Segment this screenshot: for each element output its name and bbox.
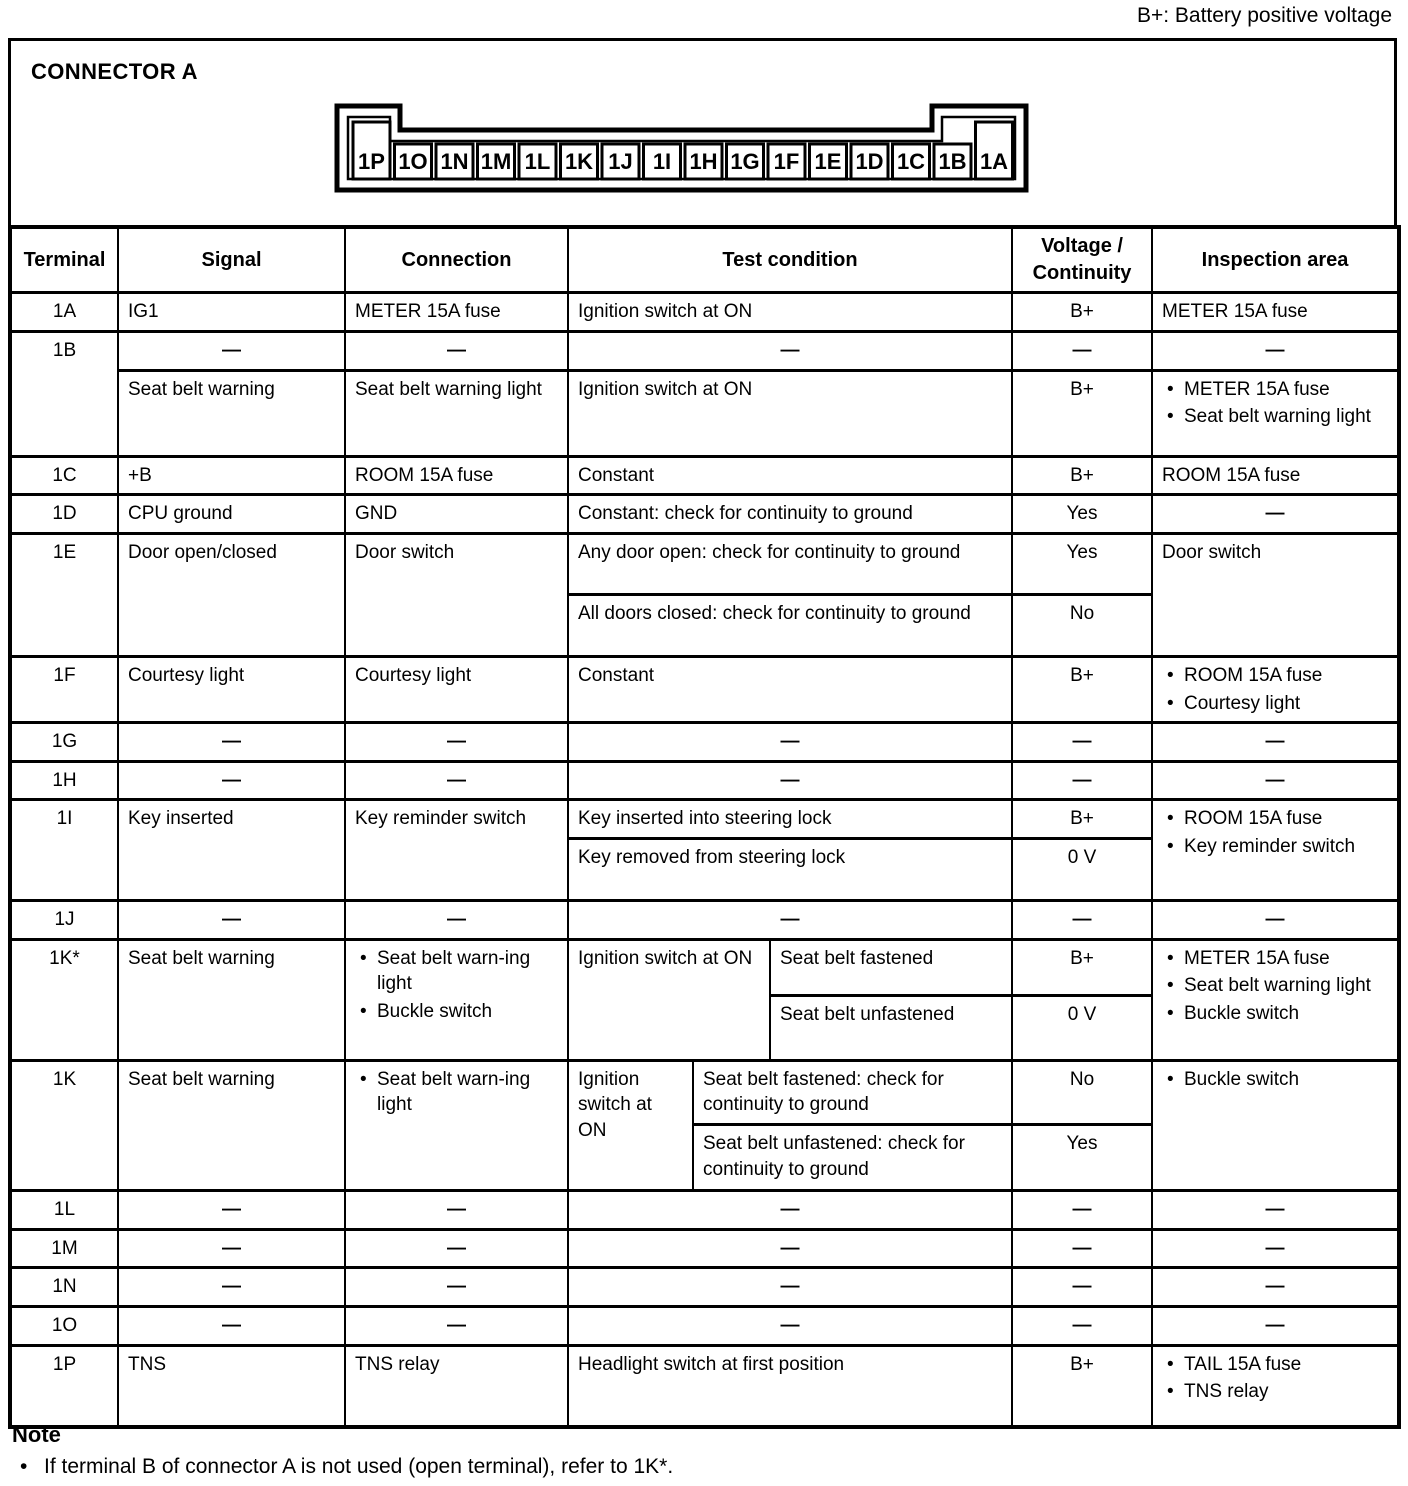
battery-voltage-legend: B+: Battery positive voltage: [1136, 4, 1392, 27]
header-connection: Connection: [345, 227, 568, 293]
terminal-label-1g: 1G: [730, 149, 760, 174]
signal-cell: —: [118, 761, 345, 800]
row-1b-used: [10, 370, 1399, 456]
test-condition-cell: Any door open: check for continuity to ground: [568, 533, 1012, 594]
test-condition-cell: —: [568, 723, 1012, 762]
bullet-item: • TNS relay: [1162, 1379, 1388, 1405]
bullet-item: • TAIL 15A fuse: [1162, 1352, 1388, 1378]
terminal-label-1n: 1N: [440, 149, 469, 174]
connection-cell: —: [345, 761, 568, 800]
note-item: • If terminal B of connector A is not used (open terminal), refer to 1K*.: [12, 1455, 1392, 1479]
terminal-cell: 1K*: [10, 939, 118, 1060]
inspection-cell: —: [1152, 723, 1399, 762]
bullet-item: • Buckle switch: [355, 999, 558, 1025]
connection-cell: —: [345, 332, 568, 371]
test-condition-case-cell: Seat belt fastened: [770, 939, 1012, 995]
signal-cell: Seat belt warning: [118, 939, 345, 1060]
inspection-cell: —: [1152, 1191, 1399, 1230]
signal-cell: —: [118, 1268, 345, 1307]
voltage-cell: —: [1012, 332, 1152, 371]
voltage-cell: B+: [1012, 293, 1152, 332]
terminal-cell: 1B: [10, 332, 118, 457]
voltage-cell: B+: [1012, 656, 1152, 722]
test-condition-cell: —: [568, 761, 1012, 800]
signal-cell: —: [118, 1191, 345, 1230]
terminal-cell: 1G: [10, 723, 118, 762]
bullet-item: • ROOM 15A fuse: [1162, 806, 1388, 832]
voltage-cell: B+: [1012, 939, 1152, 995]
note-section: [12, 1422, 1392, 1479]
connection-cell: —: [345, 901, 568, 940]
terminal-label-1f: 1F: [773, 149, 800, 174]
connection-cell: —: [345, 1268, 568, 1307]
row-1c: [10, 456, 1399, 495]
terminal-cell: 1O: [10, 1306, 118, 1345]
row-1f: [10, 656, 1399, 722]
bullet-item: • Seat belt warn-ing light: [355, 946, 558, 997]
connector-title: CONNECTOR A: [31, 59, 198, 84]
terminal-cell: 1E: [10, 533, 118, 656]
inspection-cell: [1152, 656, 1399, 722]
voltage-cell: Yes: [1012, 495, 1152, 534]
test-condition-cell: Constant: [568, 456, 1012, 495]
signal-cell: Courtesy light: [118, 656, 345, 722]
test-condition-cell: Key inserted into steering lock: [568, 800, 1012, 839]
voltage-cell: B+: [1012, 800, 1152, 839]
inspection-cell: —: [1152, 495, 1399, 534]
signal-cell: —: [118, 723, 345, 762]
signal-cell: TNS: [118, 1345, 345, 1427]
connection-cell: TNS relay: [345, 1345, 568, 1427]
voltage-cell: —: [1012, 1229, 1152, 1268]
signal-cell: +B: [118, 456, 345, 495]
row-1g: [10, 723, 1399, 762]
terminal-label-1l: 1L: [524, 149, 551, 174]
header-test-condition: Test condition: [568, 227, 1012, 293]
voltage-cell: Yes: [1012, 1125, 1152, 1191]
connection-cell: ROOM 15A fuse: [345, 456, 568, 495]
bullet-item: • METER 15A fuse: [1162, 946, 1388, 972]
bullet-item: • Seat belt warn-ing light: [355, 1067, 558, 1118]
terminal-voltage-table: [8, 225, 1401, 1429]
signal-cell: —: [118, 332, 345, 371]
inspection-cell: Door switch: [1152, 533, 1399, 656]
test-condition-cell: Ignition switch at ON: [568, 293, 1012, 332]
bullet-item: • METER 15A fuse: [1162, 377, 1388, 403]
inspection-cell: [1152, 370, 1399, 456]
terminal-label-1e: 1E: [814, 149, 842, 174]
voltage-cell: Yes: [1012, 533, 1152, 594]
row-1i-case1: [10, 800, 1399, 839]
row-1k-star-case1: [10, 939, 1399, 995]
test-condition-cell: Headlight switch at first position: [568, 1345, 1012, 1427]
row-1l: [10, 1191, 1399, 1230]
test-condition-cell: —: [568, 332, 1012, 371]
inspection-cell: —: [1152, 1229, 1399, 1268]
note-title: Note: [12, 1422, 61, 1447]
terminal-label-1a: 1A: [979, 149, 1009, 174]
connection-cell: —: [345, 723, 568, 762]
connection-cell: —: [345, 1229, 568, 1268]
terminal-label-1i: 1I: [652, 149, 672, 174]
test-condition-left-cell: Ignition switch at ON: [568, 939, 770, 1060]
inspection-cell: —: [1152, 332, 1399, 371]
row-1p: [10, 1345, 1399, 1427]
bullet-item: • Buckle switch: [1162, 1067, 1388, 1093]
inspection-cell: ROOM 15A fuse: [1152, 456, 1399, 495]
inspection-cell: [1152, 939, 1399, 1060]
terminal-cell: 1J: [10, 901, 118, 940]
connection-cell: [345, 939, 568, 1060]
signal-cell: —: [118, 901, 345, 940]
terminal-cell: 1H: [10, 761, 118, 800]
row-1n: [10, 1268, 1399, 1307]
terminal-label-1d: 1D: [855, 149, 884, 174]
voltage-cell: —: [1012, 723, 1152, 762]
terminal-label-1j: 1J: [608, 149, 633, 174]
terminal-label-1b: 1B: [938, 149, 967, 174]
bullet-item: • Seat belt warning light: [1162, 973, 1388, 999]
bullet-item: • Buckle switch: [1162, 1001, 1388, 1027]
connection-cell: —: [345, 1191, 568, 1230]
signal-cell: —: [118, 1306, 345, 1345]
signal-cell: Seat belt warning: [118, 1060, 345, 1190]
terminal-label-1h: 1H: [689, 149, 718, 174]
voltage-cell: —: [1012, 1191, 1152, 1230]
row-1j: [10, 901, 1399, 940]
terminal-cell: 1C: [10, 456, 118, 495]
header-inspection: Inspection area: [1152, 227, 1399, 293]
terminal-label-1k: 1K: [564, 149, 594, 174]
connector-diagram: [334, 103, 1029, 193]
voltage-cell: B+: [1012, 370, 1152, 456]
terminal-cell: 1D: [10, 495, 118, 534]
row-1a: [10, 293, 1399, 332]
test-condition-case-cell: Seat belt unfastened: [770, 995, 1012, 1060]
inspection-cell: —: [1152, 1268, 1399, 1307]
inspection-cell: —: [1152, 901, 1399, 940]
terminal-label-1m: 1M: [480, 149, 512, 174]
connection-cell: METER 15A fuse: [345, 293, 568, 332]
connection-cell: —: [345, 1306, 568, 1345]
row-1h: [10, 761, 1399, 800]
terminal-label-1c: 1C: [896, 149, 926, 174]
voltage-cell: 0 V: [1012, 839, 1152, 901]
row-1b-open: [10, 332, 1399, 371]
signal-cell: Door open/closed: [118, 533, 345, 656]
connection-cell: Key reminder switch: [345, 800, 568, 901]
connection-cell: GND: [345, 495, 568, 534]
voltage-cell: —: [1012, 761, 1152, 800]
bullet-item: • Seat belt warning light: [1162, 404, 1388, 430]
test-condition-cell: Constant: [568, 656, 1012, 722]
test-condition-cell: Ignition switch at ON: [568, 370, 1012, 456]
connection-cell: Door switch: [345, 533, 568, 656]
header-voltage: Voltage / Continuity: [1012, 227, 1152, 293]
voltage-cell: 0 V: [1012, 995, 1152, 1060]
voltage-cell: No: [1012, 594, 1152, 656]
terminal-cell: 1M: [10, 1229, 118, 1268]
inspection-cell: [1152, 1345, 1399, 1427]
inspection-cell: —: [1152, 761, 1399, 800]
test-condition-left-cell: Ignition switch at ON: [568, 1060, 693, 1190]
bullet-item: • Courtesy light: [1162, 691, 1388, 717]
test-condition-cell: —: [568, 1268, 1012, 1307]
signal-cell: Key inserted: [118, 800, 345, 901]
voltage-cell: —: [1012, 1306, 1152, 1345]
header-signal: Signal: [118, 227, 345, 293]
connection-cell: Courtesy light: [345, 656, 568, 722]
test-condition-cell: —: [568, 1306, 1012, 1345]
test-condition-cell: Key removed from steering lock: [568, 839, 1012, 901]
test-condition-cell: Constant: check for continuity to ground: [568, 495, 1012, 534]
voltage-cell: —: [1012, 1268, 1152, 1307]
terminal-cell: 1P: [10, 1345, 118, 1427]
test-condition-cell: —: [568, 901, 1012, 940]
terminal-cell: 1A: [10, 293, 118, 332]
connection-cell: Seat belt warning light: [345, 370, 568, 456]
test-condition-case-cell: Seat belt fastened: check for continuity to ground: [693, 1060, 1012, 1124]
test-condition-cell: All doors closed: check for continuity to ground: [568, 594, 1012, 656]
voltage-cell: —: [1012, 901, 1152, 940]
signal-cell: —: [118, 1229, 345, 1268]
header-terminal: Terminal: [10, 227, 118, 293]
inspection-cell: METER 15A fuse: [1152, 293, 1399, 332]
inspection-cell: [1152, 1060, 1399, 1190]
voltage-cell: No: [1012, 1060, 1152, 1124]
signal-cell: Seat belt warning: [118, 370, 345, 456]
signal-cell: CPU ground: [118, 495, 345, 534]
inspection-cell: —: [1152, 1306, 1399, 1345]
row-1m: [10, 1229, 1399, 1268]
test-condition-cell: —: [568, 1229, 1012, 1268]
bullet-item: • ROOM 15A fuse: [1162, 663, 1388, 689]
voltage-cell: B+: [1012, 456, 1152, 495]
test-condition-case-cell: Seat belt unfastened: check for continuity to ground: [693, 1125, 1012, 1191]
signal-cell: IG1: [118, 293, 345, 332]
voltage-cell: B+: [1012, 1345, 1152, 1427]
terminal-cell: 1L: [10, 1191, 118, 1230]
terminal-label-1p: 1P: [358, 149, 385, 174]
row-1e-case1: [10, 533, 1399, 594]
test-condition-cell: —: [568, 1191, 1012, 1230]
terminal-cell: 1N: [10, 1268, 118, 1307]
bullet-item: • Key reminder switch: [1162, 834, 1388, 860]
inspection-cell: [1152, 800, 1399, 901]
terminal-cell: 1I: [10, 800, 118, 901]
row-1k-case1: [10, 1060, 1399, 1124]
connector-panel: [8, 38, 1397, 225]
header-row: [10, 227, 1399, 293]
row-1d: [10, 495, 1399, 534]
row-1o: [10, 1306, 1399, 1345]
terminal-label-1o: 1O: [398, 149, 428, 174]
connection-cell: [345, 1060, 568, 1190]
terminal-cell: 1F: [10, 656, 118, 722]
terminal-cell: 1K: [10, 1060, 118, 1190]
